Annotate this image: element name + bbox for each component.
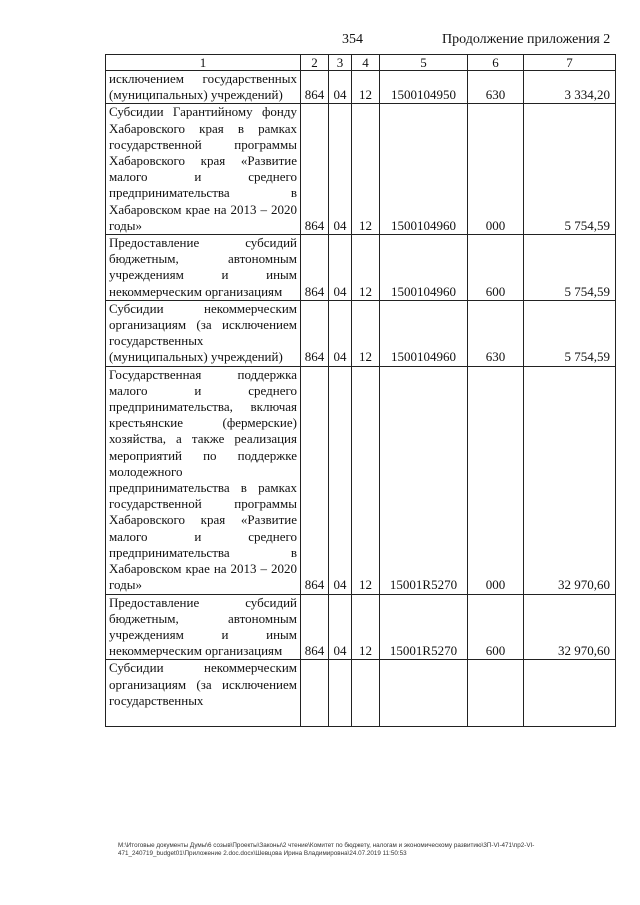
target-article-code: 1500104960 xyxy=(380,104,468,235)
file-path-footer: M:\Итоговые документы Думы\6 созыв\Проекты\Законы\2 чтение\Комитет по бюджету, налогам и экономическому развитию\3П-VI-471\пр2-VI-471_240719_budget01\Приложение 2.doc.docx\Шевцова Ирина Владимировна\24.07.2019 11:50:53 xyxy=(118,842,535,857)
table-row xyxy=(106,235,616,301)
target-article-code: 15001R5270 xyxy=(380,594,468,660)
target-article-code: 15001R5270 xyxy=(380,366,468,594)
continuation-caption: Продолжение приложения 2 xyxy=(442,32,611,47)
column-header: 4 xyxy=(352,55,380,71)
row-description: Субсидии Гарантийному фонду Хабаровского края в рамках государственной программы Хабаровского края «Развитие малого и среднего предпринимательства в Хабаровском крае на 2013 – 2020 годы» xyxy=(106,104,301,235)
subsection-code: 12 xyxy=(352,71,380,104)
table-row xyxy=(106,366,616,594)
row-description: Государственная поддержка малого и среднего предпринимательства, включая крестьянские (фермерские) хозяйства, а также реализация мероприятий по поддержке молодежного предпринимательства в рамках государственной программы Хабаровского края «Развитие малого и среднего предпринимательства в Хабаровском крае на 2013 – 2020 годы» xyxy=(106,366,301,594)
subsection-code: 12 xyxy=(352,235,380,301)
subsection-code: 12 xyxy=(352,594,380,660)
section-code: 04 xyxy=(329,104,352,235)
section-code: 04 xyxy=(329,71,352,104)
row-description: Предоставление субсидий бюджетным, автономным учреждениям и иным некоммерческим организациям xyxy=(106,235,301,301)
column-header: 1 xyxy=(106,55,301,71)
subsection-code: 12 xyxy=(352,366,380,594)
ministry-code: 864 xyxy=(301,300,329,366)
target-article-code: 1500104950 xyxy=(380,71,468,104)
subsection-code: 12 xyxy=(352,300,380,366)
expense-type-code xyxy=(468,660,524,727)
row-description: исключением государственных (муниципальных) учреждений) xyxy=(106,71,301,104)
expense-type-code: 600 xyxy=(468,594,524,660)
amount: 32 970,60 xyxy=(524,366,616,594)
table-row xyxy=(106,71,616,104)
page-number: 354 xyxy=(342,32,363,47)
ministry-code: 864 xyxy=(301,71,329,104)
target-article-code: 1500104960 xyxy=(380,235,468,301)
expense-type-code: 630 xyxy=(468,300,524,366)
row-description: Субсидии некоммерческим организациям (за исключением государственных (муниципальных) учреждений) xyxy=(106,300,301,366)
target-article-code xyxy=(380,660,468,727)
table-row xyxy=(106,594,616,660)
amount: 5 754,59 xyxy=(524,235,616,301)
expense-type-code: 000 xyxy=(468,104,524,235)
section-code xyxy=(329,660,352,727)
subsection-code xyxy=(352,660,380,727)
expense-type-code: 600 xyxy=(468,235,524,301)
budget-table xyxy=(105,54,616,727)
amount: 5 754,59 xyxy=(524,300,616,366)
section-code: 04 xyxy=(329,300,352,366)
target-article-code: 1500104960 xyxy=(380,300,468,366)
section-code: 04 xyxy=(329,594,352,660)
amount: 32 970,60 xyxy=(524,594,616,660)
amount: 3 334,20 xyxy=(524,71,616,104)
row-description: Предоставление субсидий бюджетным, автономным учреждениям и иным некоммерческим организациям xyxy=(106,594,301,660)
column-header: 6 xyxy=(468,55,524,71)
table-row xyxy=(106,660,616,727)
ministry-code: 864 xyxy=(301,104,329,235)
section-code: 04 xyxy=(329,366,352,594)
amount xyxy=(524,660,616,727)
column-header: 5 xyxy=(380,55,468,71)
table-row xyxy=(106,300,616,366)
row-description: Субсидии некоммерческим организациям (за исключением государственных xyxy=(106,660,301,727)
ministry-code: 864 xyxy=(301,366,329,594)
ministry-code: 864 xyxy=(301,235,329,301)
expense-type-code: 000 xyxy=(468,366,524,594)
column-header: 7 xyxy=(524,55,616,71)
subsection-code: 12 xyxy=(352,104,380,235)
header-row xyxy=(106,55,616,71)
column-header: 3 xyxy=(329,55,352,71)
amount: 5 754,59 xyxy=(524,104,616,235)
ministry-code xyxy=(301,660,329,727)
column-header: 2 xyxy=(301,55,329,71)
section-code: 04 xyxy=(329,235,352,301)
expense-type-code: 630 xyxy=(468,71,524,104)
ministry-code: 864 xyxy=(301,594,329,660)
table-row xyxy=(106,104,616,235)
